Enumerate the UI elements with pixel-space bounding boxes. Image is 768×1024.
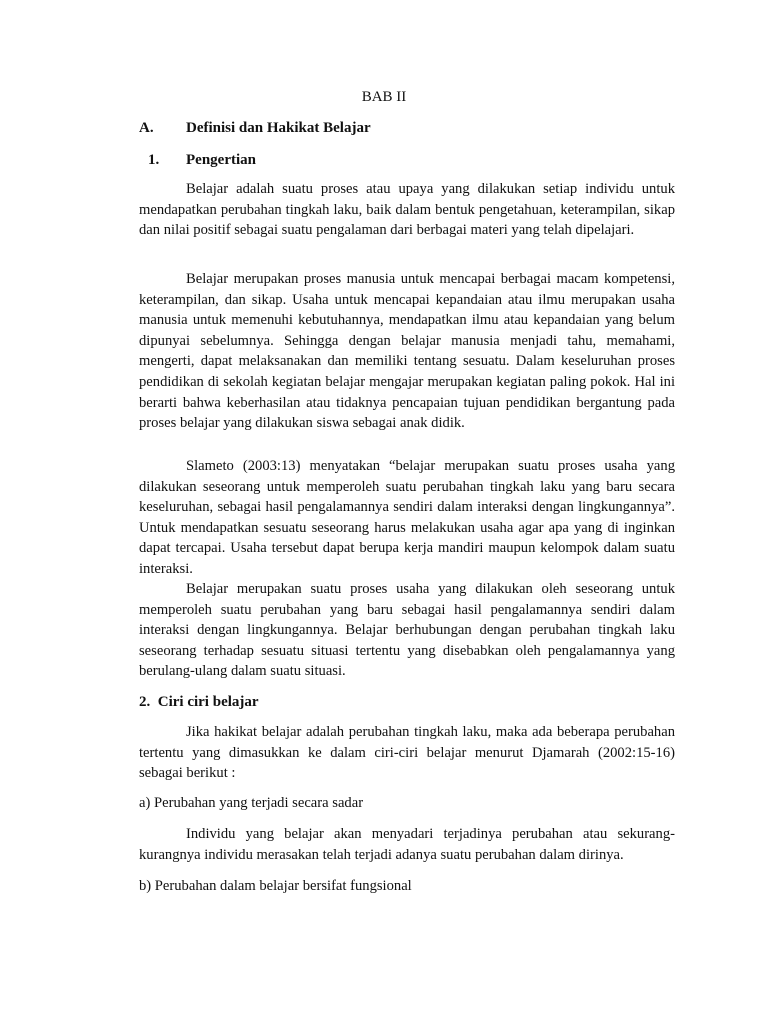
subsection-1-number: 1. bbox=[148, 152, 160, 168]
section-a-number: A. bbox=[139, 120, 154, 136]
list-item-a: a) Perubahan yang terjadi secara sadar bbox=[139, 795, 364, 811]
paragraph-2: Belajar merupakan proses manusia untuk mencapai berbagai macam kompetensi, keterampilan, dan sikap. Usaha untuk mencapai kepandaian atau ilmu merupakan usaha manusia untuk memenuhi kebutuhannya, mendapatkan ilmu atau kepandaian yang belum dipunyai sebelumnya. Sehingga dengan belajar manusia menjadi tahu, memahami, mengerti, dapat melaksanakan dan memiliki tentang sesuatu. Dalam keseluruhan proses pendidikan di sekolah kegiatan belajar mengajar merupakan kegiatan paling pokok. Hal ini berarti bahwa keberhasilan atau tidaknya pencapaian tujuan pendidikan bergantung pada proses belajar yang dilakukan siswa sebagai anak didik. bbox=[139, 271, 675, 432]
paragraph-4: Belajar merupakan suatu proses usaha yang dilakukan oleh seseorang untuk memperoleh suatu perubahan yang baru sebagai hasil pengalamannya sendiri dalam interaksi dengan lingkungannya. Belajar berhubungan dengan perubahan tingkah laku seseorang terhadap sesuatu situasi tertentu yang disebabkan oleh pengalamannya yang berulang-ulang dalam suatu situasi. bbox=[139, 581, 675, 680]
paragraph-1: Belajar adalah suatu proses atau upaya yang dilakukan setiap individu untuk mendapatkan perubahan tingkah laku, baik dalam bentuk pengetahuan, keterampilan, sikap dan nilai positif sebagai suatu pengalaman dari berbagai materi yang telah dipelajari. bbox=[139, 181, 675, 239]
subsection-2-heading: 2. Ciri ciri belajar bbox=[139, 694, 259, 710]
list-item-b: b) Perubahan dalam belajar bersifat fungsional bbox=[139, 878, 412, 894]
paragraph-3: Slameto (2003:13) menyatakan “belajar merupakan suatu proses usaha yang dilakukan seseorang untuk memperoleh suatu perubahan tingkah laku yang baru secara keseluruhan, sebagai hasil pengalamannya sendiri dalam interaksi dengan lingkungannya”. Untuk mendapatkan sesuatu seseorang harus melakukan usaha agar apa yang di inginkan dapat tercapai. Usaha tersebut dapat berupa kerja mandiri maupun kelompok dalam suatu interaksi. bbox=[139, 458, 675, 577]
section-a-title: Definisi dan Hakikat Belajar bbox=[186, 120, 371, 136]
paragraph-ciri: Jika hakikat belajar adalah perubahan tingkah laku, maka ada beberapa perubahan tertentu yang dimasukkan ke dalam ciri-ciri belajar menurut Djamarah (2002:15-16) sebagai berikut : bbox=[139, 724, 675, 782]
paragraph-item-a: Individu yang belajar akan menyadari terjadinya perubahan atau sekurang-kurangnya individu merasakan telah terjadi adanya suatu perubahan dalam dirinya. bbox=[139, 826, 675, 863]
subsection-1-title: Pengertian bbox=[186, 152, 256, 168]
chapter-title: BAB II bbox=[361, 89, 407, 105]
